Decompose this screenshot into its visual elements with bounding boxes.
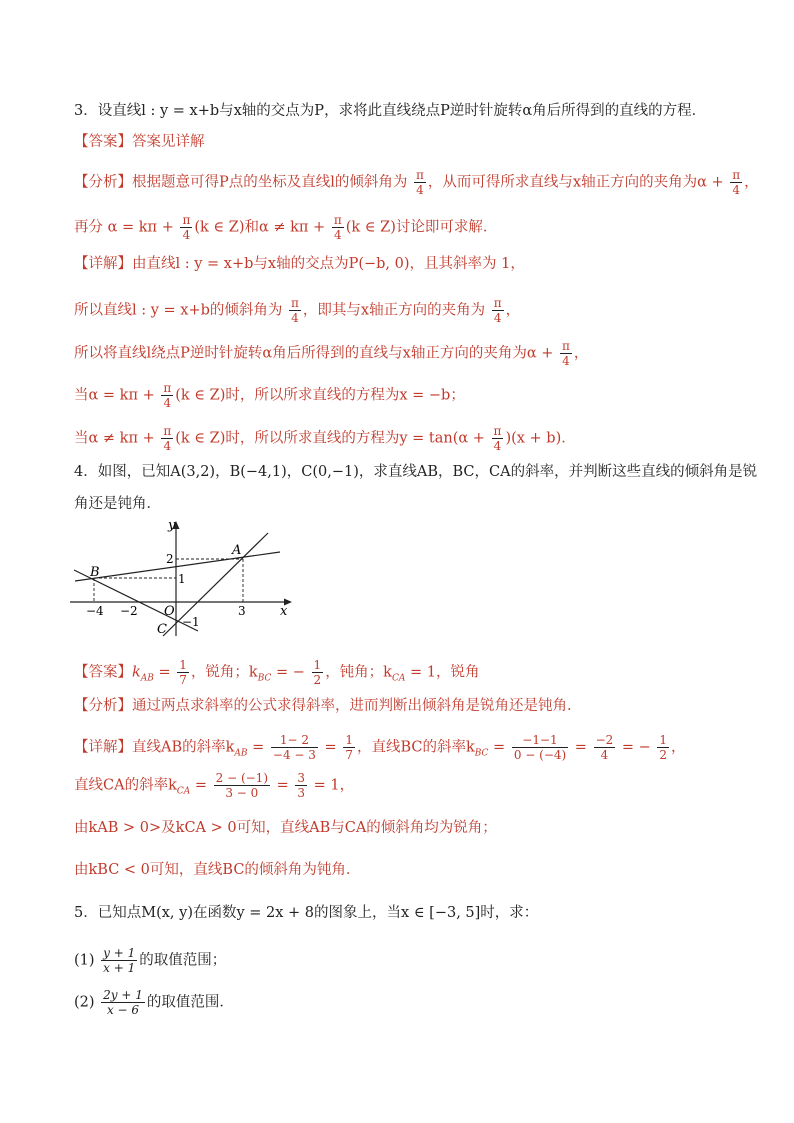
analysis-text: 根据题意可得P点的坐标及直线l的倾斜角为 xyxy=(132,174,408,191)
equals: = − xyxy=(621,739,651,756)
fraction: $\frac{1}{2}$ xyxy=(659,733,668,762)
coordinate-graph xyxy=(70,518,300,640)
tick-neg1: −1 xyxy=(182,615,200,629)
q4-answer xyxy=(74,658,479,688)
answer-text: = 1，锐角 xyxy=(409,664,480,681)
detail-text: 所以将直线l绕点P逆时针旋转α角后所得到的直线与x轴正方向的夹角为α + xyxy=(74,345,554,362)
detail-text: (k ∈ Z)时，所以所求直线的方程为x = −b； xyxy=(175,387,465,404)
fraction-pi-4: $\frac{\pi}{4}$ xyxy=(493,424,502,453)
math-k: k xyxy=(132,664,141,681)
q4-analysis xyxy=(74,696,572,716)
answer-tag: 【答案】 xyxy=(74,664,132,681)
part-label: (1) xyxy=(74,952,95,969)
fraction: $\frac{1}{7}$ xyxy=(179,658,187,687)
detail-text: = 1， xyxy=(313,777,355,794)
q4-detail-line3: 由kAB > 0>及kCA > 0可知，直线AB与CA的倾斜角均为锐角； xyxy=(74,820,497,836)
subscript: AB xyxy=(234,748,248,759)
fraction: $\frac{-2}{4}$ xyxy=(595,733,614,762)
detail-text: ， xyxy=(671,739,686,756)
q4-stem-line1: 4．如图，已知A(3,2)，B(−4,1)，C(0,−1)，求直线AB，BC，CA的斜率，并判断这些直线的倾斜角是锐 xyxy=(74,464,758,480)
analysis-text: 通过两点求斜率的公式求得斜率，进而判断出倾斜角是锐角还是钝角. xyxy=(132,698,572,714)
fraction-pi-4: $\frac{\pi}{4}$ xyxy=(562,339,570,368)
q5-stem: 5．已知点M(x, y)在函数y = 2x + 8的图象上，当x ∈ [−3, 5]时，求： xyxy=(74,905,539,921)
part-text: 的取值范围； xyxy=(139,952,227,969)
part-text: 的取值范围． xyxy=(146,994,234,1011)
equals: = xyxy=(493,739,506,756)
detail-text: (k ∈ Z)时，所以所求直线的方程为y = tan(α + xyxy=(175,430,485,447)
q4-detail-line2 xyxy=(74,771,354,801)
detail-text: ， xyxy=(505,302,521,319)
q5-part2 xyxy=(74,988,234,1017)
fraction-pi-4: $\frac{\pi}{4}$ xyxy=(163,381,172,410)
fraction: $\frac{1}{2}$ xyxy=(313,658,322,687)
fraction-pi-4: $\frac{\pi}{4}$ xyxy=(416,168,424,197)
detail-text: ， xyxy=(573,345,589,362)
fraction-pi-4: $\frac{\pi}{4}$ xyxy=(333,213,342,242)
subscript: BC xyxy=(257,673,272,684)
subscript: BC xyxy=(474,748,489,759)
equals: = xyxy=(252,739,265,756)
q4-stem-line2: 角还是钝角． xyxy=(74,496,161,512)
fraction: $\frac{1}{7}$ xyxy=(345,733,353,762)
fraction: $\frac{1- 2}{-4 - 3}$ xyxy=(272,733,316,762)
equals: = xyxy=(324,739,337,756)
analysis-text: ，从而可得所求直线与x轴正方向的夹角为α + xyxy=(427,174,724,191)
analysis-text: 再分 α = kπ + xyxy=(74,219,174,236)
answer-text: ，锐角；k xyxy=(190,664,258,681)
answer-tag: 【答案】 xyxy=(74,134,132,150)
detail-text: 直线AB的斜率k xyxy=(132,739,235,756)
equals: = xyxy=(194,777,208,794)
detail-text: 当α ≠ kπ + xyxy=(74,430,155,447)
equals: = xyxy=(158,664,171,681)
label-A: A xyxy=(232,543,242,558)
tick-neg4: −4 xyxy=(86,604,104,618)
analysis-tag: 【分析】 xyxy=(74,698,132,714)
fraction: $\frac{2y + 1}{x - 6}$ xyxy=(103,988,143,1017)
q3-detail-line5 xyxy=(74,424,576,453)
fraction-pi-4: $\frac{\pi}{4}$ xyxy=(732,168,741,197)
fraction-pi-4: $\frac{\pi}{4}$ xyxy=(291,296,299,325)
fraction: $\frac{3}{3}$ xyxy=(297,771,306,800)
q4-detail-line1 xyxy=(74,733,686,763)
detail-text: 直线CA的斜率k xyxy=(74,777,177,794)
q3-analysis-line1: 【分析】根据题意可得P点的坐标及直线l的倾斜角为 $\frac{\pi}{4}$ ，从而可得所求直线与x轴正方向的夹角为α + $\frac{\pi}{4}$ ， xyxy=(74,168,759,197)
label-O: O xyxy=(164,604,175,619)
fraction: $\frac{-1-1}{0 - (-4)}$ xyxy=(513,733,567,762)
subscript: CA xyxy=(176,786,191,797)
detail-tag: 【详解】 xyxy=(74,256,132,272)
analysis-text: (k ∈ Z)讨论即可求解． xyxy=(345,219,498,236)
detail-text: 所以直线l : y = x+b的倾斜角为 xyxy=(74,302,283,319)
q3-detail-line1 xyxy=(74,254,525,274)
q3-answer xyxy=(74,132,205,152)
q3-detail-line2 xyxy=(74,296,520,325)
answer-text: ，钝角；k xyxy=(325,664,392,681)
fraction-pi-4: $\frac{\pi}{4}$ xyxy=(182,213,191,242)
fraction-pi-4: $\frac{\pi}{4}$ xyxy=(493,296,502,325)
detail-text: ，直线BC的斜率k xyxy=(356,739,475,756)
q3-detail-line3 xyxy=(74,339,588,368)
q5-part1 xyxy=(74,946,226,975)
q3-stem: 3．设直线l : y = x+b与x轴的交点为P，求将此直线绕点P逆时针旋转α角后所得到的直线的方程． xyxy=(74,103,707,119)
q4-detail-line4: 由kBC < 0可知，直线BC的倾斜角为钝角． xyxy=(74,862,361,878)
detail-text: ，即其与x轴正方向的夹角为 xyxy=(302,302,486,319)
detail-text: 当α = kπ + xyxy=(74,387,155,404)
answer-text: 答案见详解 xyxy=(132,134,205,150)
label-y: y xyxy=(168,518,176,533)
tick-neg2: −2 xyxy=(120,604,138,618)
tick-1: 1 xyxy=(178,572,186,586)
tick-3: 3 xyxy=(238,604,246,618)
analysis-text: (k ∈ Z)和α ≠ kπ + xyxy=(194,219,326,236)
subscript: CA xyxy=(391,673,406,684)
equals: = − xyxy=(276,664,305,681)
analysis-tag: 【分析】 xyxy=(74,174,132,191)
subscript: AB xyxy=(140,673,154,684)
fraction: $\frac{y + 1}{x + 1}$ xyxy=(103,946,136,975)
tick-2: 2 xyxy=(166,552,174,566)
equals: = xyxy=(574,739,587,756)
detail-tag: 【详解】 xyxy=(74,739,132,756)
label-C: C xyxy=(157,622,167,637)
label-x: x xyxy=(280,604,288,619)
detail-text: )(x + b)． xyxy=(505,430,576,447)
label-B: B xyxy=(90,565,100,580)
q3-analysis-line2 xyxy=(74,213,497,242)
fraction-pi-4: $\frac{\pi}{4}$ xyxy=(163,424,172,453)
fraction: $\frac{2 - (-1)}{3 - 0}$ xyxy=(215,771,268,800)
part-label: (2) xyxy=(74,994,95,1011)
equals: = xyxy=(276,777,289,794)
detail-text: 由直线l : y = x+b与x轴的交点为P(−b, 0)，且其斜率为 1， xyxy=(132,256,525,272)
q3-detail-line4 xyxy=(74,381,465,410)
